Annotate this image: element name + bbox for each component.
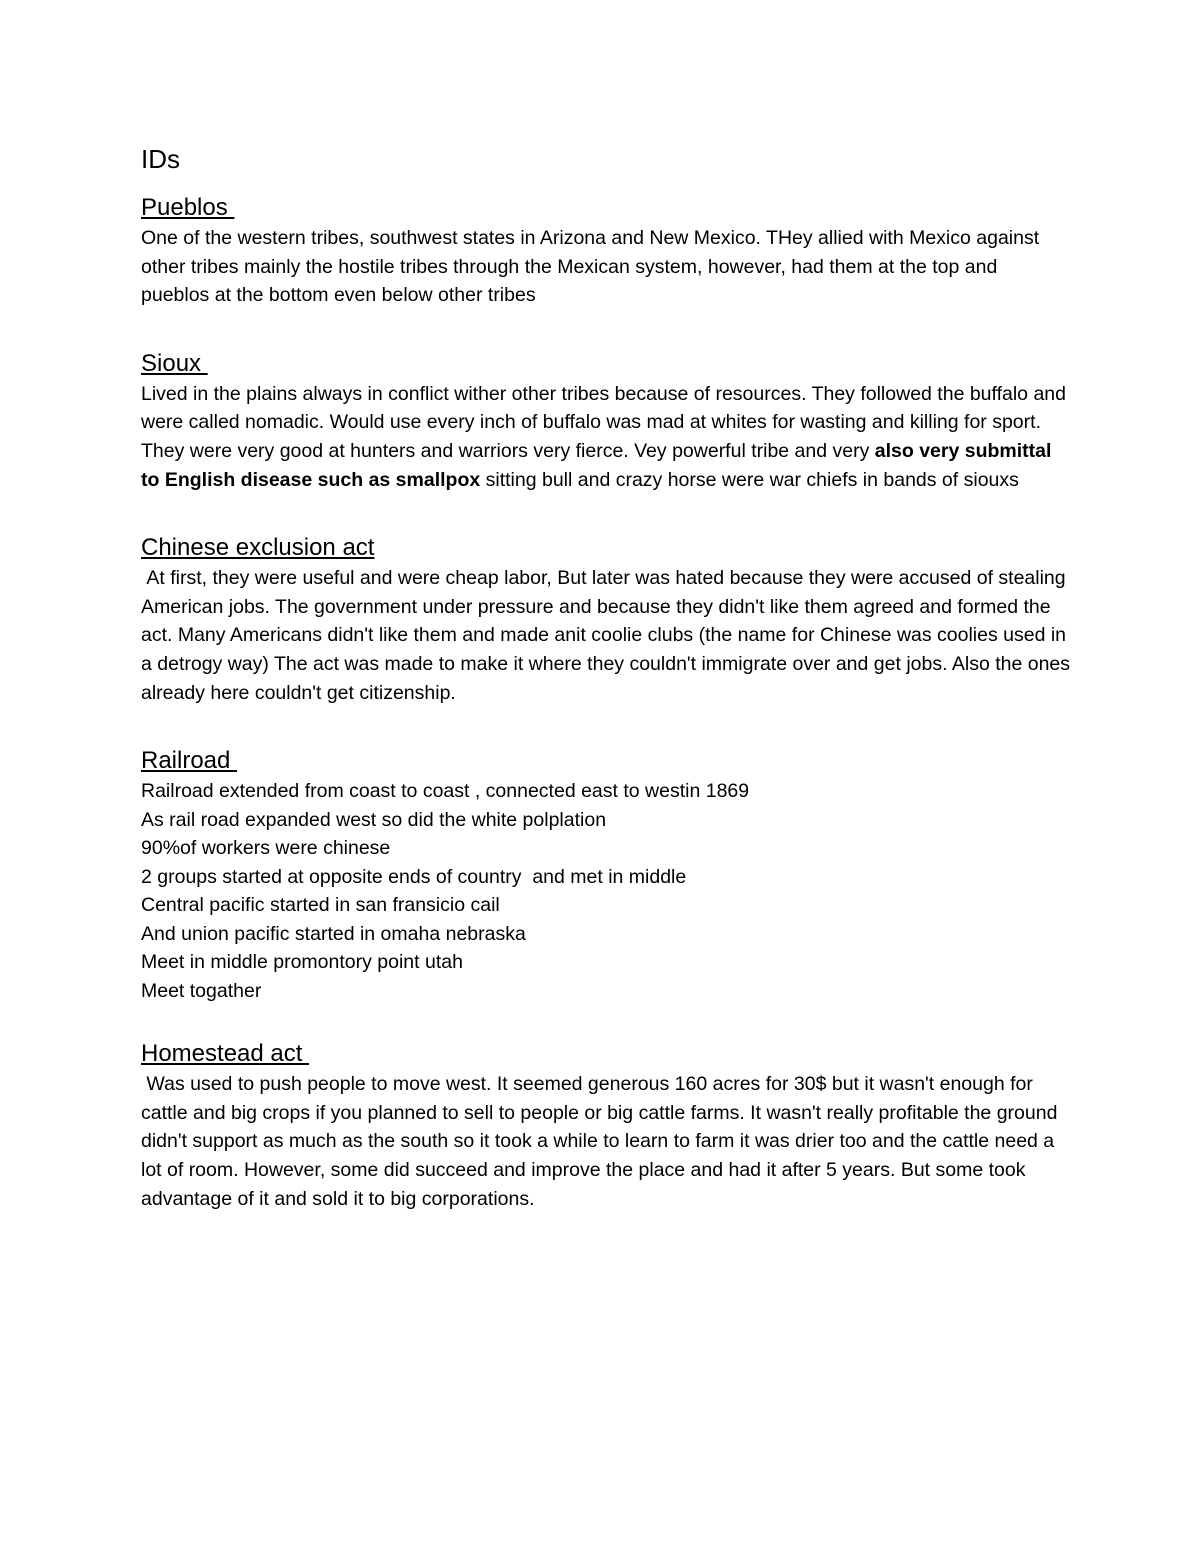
text-line: 2 groups started at opposite ends of country and met in middle <box>141 865 687 888</box>
section-heading: Railroad <box>141 747 238 775</box>
section-homestead-act <box>141 1038 1071 1213</box>
section-paragraph: One of the western tribes, southwest states in Arizona and New Mexico. THey allied with Mexico against other tribes mainly the hostile tribes through the Mexican system, however, had them at the top and pueblos at the bottom even below other tribes <box>141 227 1045 307</box>
section-heading: Homestead act <box>141 1040 310 1068</box>
paragraph-text: Lived in the plains always in conflict wither other tribes because of resources. They followed the buffalo and were called nomadic. Would use every inch of buffalo was mad at whites for wasting and killing for sport. They were very good at hunters and warriors very fierce. Vey powerful tribe and very <box>141 382 1072 462</box>
bold-text: also very submittal to English disease such as smallpox <box>141 439 1057 491</box>
document-title: IDs <box>141 144 180 174</box>
section-sioux <box>141 348 1071 494</box>
text-line: 90%of workers were chinese <box>141 837 391 860</box>
document-page <box>141 140 1076 1213</box>
section-pueblos <box>141 192 1071 310</box>
text-line: Central pacific started in san fransicio cail <box>141 894 500 917</box>
section-heading: Chinese exclusion act <box>141 534 375 562</box>
section-heading: Pueblos <box>141 194 235 221</box>
section-heading: Sioux <box>141 349 208 377</box>
text-line: As rail road expanded west so did the white polplation <box>141 808 607 831</box>
text-line: Meet in middle promontory point utah <box>141 951 463 974</box>
section-chinese-exclusion-act <box>141 532 1076 707</box>
railroad-lines <box>141 777 1071 1005</box>
section-paragraph: At first, they were useful and were cheap labor, But later was hated because they were accused of stealing American jobs. The government under pressure and because they didn't like them agreed and formed the act. Many Americans didn't like them and made anit coolie clubs (the name for Chinese was coolies used in a detrogy way) The act was made to make it where they couldn't immigrate over and get jobs. Also the ones already here couldn't get citizenship. <box>141 567 1076 704</box>
text-line: Railroad extended from coast to coast , connected east to westin 1869 <box>141 780 750 803</box>
text-line: Meet togather <box>141 979 262 1002</box>
section-railroad <box>141 745 1071 1005</box>
text-line: And union pacific started in omaha nebraska <box>141 922 526 945</box>
paragraph-text: sitting bull and crazy horse were war chiefs in bands of siouxs <box>480 468 1019 491</box>
section-paragraph <box>141 380 1071 494</box>
section-paragraph: Was used to push people to move west. It seemed generous 160 acres for 30$ but it wasn't enough for cattle and big crops if you planned to sell to people or big cattle farms. It wasn't really profitable the ground didn't support as much as the south so it took a while to learn to farm it was drier too and the cattle need a lot of room. However, some did succeed and improve the place and had it after 5 years. But some took advantage of it and sold it to big corporations. <box>141 1073 1063 1210</box>
